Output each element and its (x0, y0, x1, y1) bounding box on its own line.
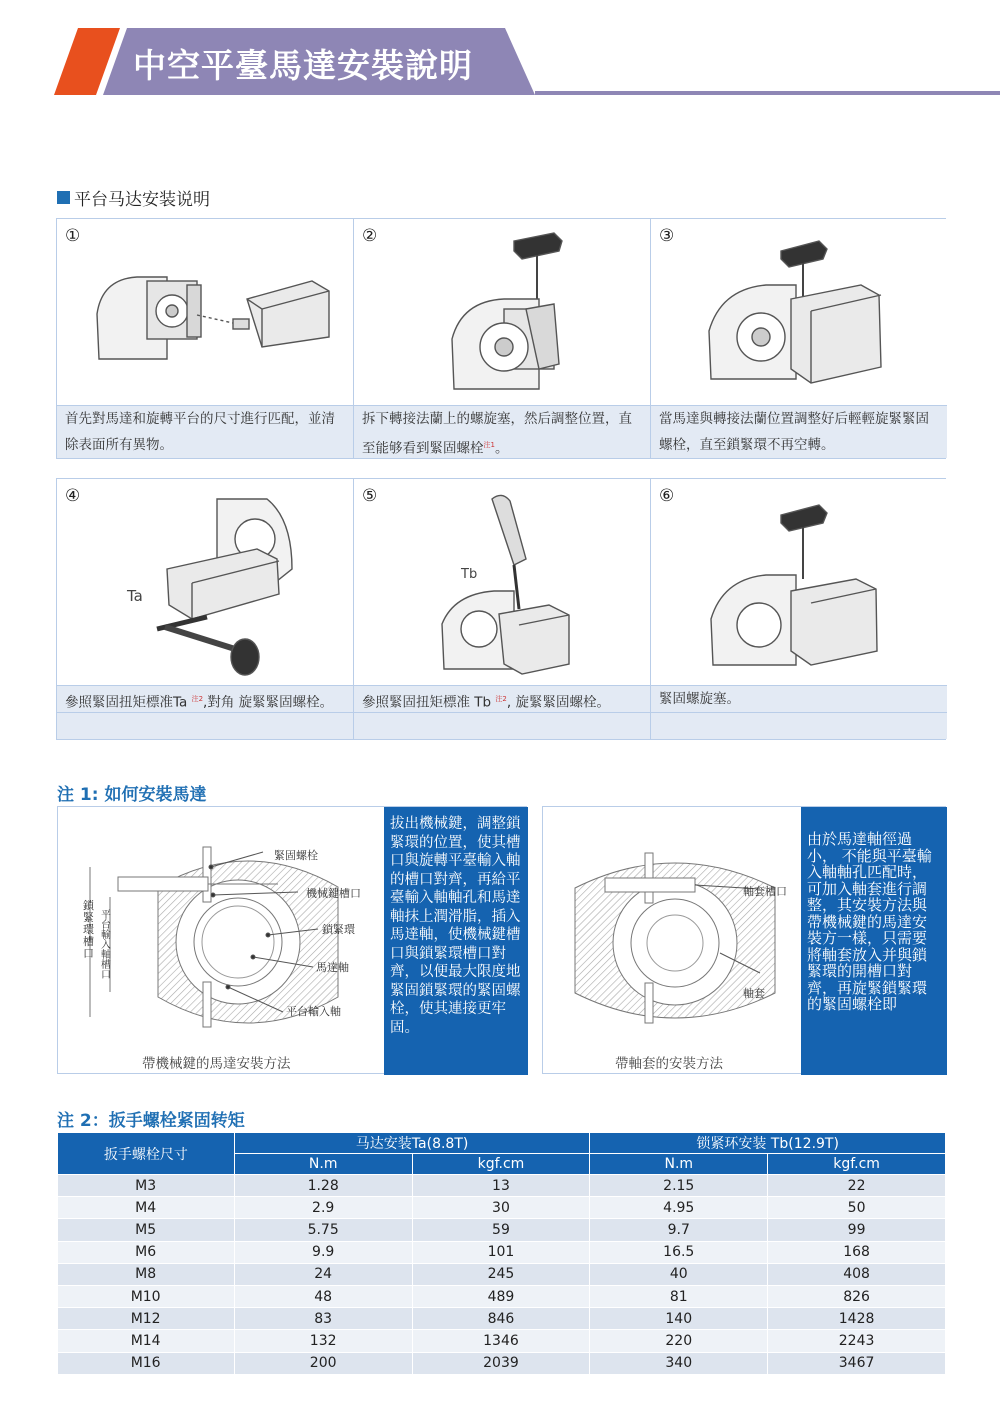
note-1-right-desc: 由於馬達軸徑過小， 不能與平臺輸入軸軸孔匹配時，可加入軸套進行調整，其安裝方法與帶機械鍵的馬達安裝方一樣，只需要將軸套放入并與鎖緊環的開槽口對齊，再旋緊鎖緊環的緊固螺栓即 (801, 807, 947, 1075)
steps-row-1 (56, 218, 946, 459)
step-2-text (354, 406, 650, 458)
step-number: ② (362, 226, 378, 246)
note-1-left-box (57, 806, 527, 1074)
note-1-right-caption: 帶軸套的安裝方法 (615, 1056, 723, 1072)
table-cell: 245 (412, 1263, 590, 1285)
table-cell: 408 (768, 1263, 946, 1285)
step-5-spacer (354, 712, 650, 739)
torque-table (57, 1132, 946, 1375)
table-cell: M8 (58, 1263, 235, 1285)
note-1-left-desc: 拔出機械鍵，調整鎖緊環的位置，使其槽口與旋轉平臺輸入軸的槽口對齊，再給平臺輸入軸軸孔和馬達軸抹上潤滑脂，插入馬達軸，使機械鍵槽口與鎖緊環槽口對齊，以便最大限度地緊固鎖緊環的緊固螺栓，使其連接更牢固。 (384, 807, 528, 1075)
table-cell: 4.95 (590, 1197, 768, 1219)
label-key-slot: 機械鍵槽口 (306, 887, 361, 900)
step-3-illustration (651, 219, 947, 406)
label-motor-shaft: 馬達軸 (316, 961, 349, 974)
header-unit-kgf: kgf.cm (412, 1154, 590, 1175)
step-6-illustration (651, 479, 947, 686)
table-cell: 1428 (768, 1308, 946, 1330)
step-6-text: 緊固螺旋塞。 (651, 686, 947, 712)
step-6 (651, 479, 947, 739)
table-cell: 200 (234, 1352, 412, 1374)
table-cell: 1346 (412, 1330, 590, 1352)
table-cell: M4 (58, 1197, 235, 1219)
note-1-heading: 注 1: 如何安裝馬達 (57, 785, 207, 805)
torque-table-body (58, 1175, 946, 1375)
keyed-shaft-diagram (78, 827, 408, 1057)
table-cell: 3467 (768, 1352, 946, 1374)
table-cell: 24 (234, 1263, 412, 1285)
table-cell: M6 (58, 1241, 235, 1263)
step-1-text: 首先對馬達和旋轉平台的尺寸進行匹配，並清除表面所有異物。 (57, 406, 353, 458)
step-4-spacer (57, 712, 353, 739)
table-cell: 1.28 (234, 1175, 412, 1197)
section-title (57, 185, 210, 210)
table-row (58, 1175, 946, 1197)
step-number: ⑥ (659, 486, 675, 506)
table-cell: 22 (768, 1175, 946, 1197)
table-cell: 826 (768, 1285, 946, 1307)
step-2-text-main: 拆下轉接法蘭上的螺旋塞，然后調整位置，直至能够看到緊固螺栓 (362, 411, 632, 457)
step-4-text-end: ,對角 旋緊緊固螺栓。 (203, 694, 334, 711)
table-cell: M10 (58, 1285, 235, 1307)
steps-row-2 (56, 478, 946, 740)
torque-wrench-tb-drawing (354, 479, 651, 686)
page-title: 中空平臺馬達安裝說明 (133, 46, 473, 85)
table-row (58, 1263, 946, 1285)
table-cell: 9.9 (234, 1241, 412, 1263)
tighten-bolt-drawing (651, 219, 947, 406)
section-marker (57, 191, 70, 204)
table-row (58, 1285, 946, 1307)
table-cell: 220 (590, 1330, 768, 1352)
step-number: ⑤ (362, 486, 378, 506)
label-fastening-bolt: 緊固螺栓 (274, 849, 318, 862)
table-cell: M5 (58, 1219, 235, 1241)
table-cell: 2039 (412, 1352, 590, 1374)
ta-label: Ta (127, 587, 143, 605)
table-cell: M3 (58, 1175, 235, 1197)
step-4-illustration (57, 479, 353, 686)
step-5-text-end: , 旋緊緊固螺栓。 (506, 694, 610, 711)
table-cell: 2.15 (590, 1175, 768, 1197)
note-2-heading: 注 2：扳手螺栓紧固转矩 (57, 1111, 245, 1131)
header-unit-nm: N.m (590, 1154, 768, 1175)
label-sleeve-slot: 軸套槽口 (743, 885, 787, 898)
label-platform-input-shaft: 平台輸入軸 (286, 1005, 341, 1018)
table-cell: 30 (412, 1197, 590, 1219)
table-cell: 48 (234, 1285, 412, 1307)
table-cell: 2.9 (234, 1197, 412, 1219)
section-title-text: 平台马达安装说明 (74, 190, 210, 210)
step-3 (651, 219, 947, 458)
table-cell: 13 (412, 1175, 590, 1197)
sleeve-shaft-diagram (565, 833, 805, 1053)
step-4-text-main: 參照緊固扭矩標准Ta (65, 694, 192, 711)
header-motor-install: 马达安装Ta(8.8T) (234, 1133, 590, 1154)
step-1-illustration (57, 219, 353, 406)
table-cell: 50 (768, 1197, 946, 1219)
step-5-illustration (354, 479, 650, 686)
table-cell: 2243 (768, 1330, 946, 1352)
header-bolt-size: 扳手螺栓尺寸 (58, 1133, 235, 1175)
table-cell: M12 (58, 1308, 235, 1330)
step-2-text-end: 。 (494, 440, 509, 457)
table-row (58, 1308, 946, 1330)
table-cell: 846 (412, 1308, 590, 1330)
step-5 (354, 479, 651, 739)
table-cell: 99 (768, 1219, 946, 1241)
label-locking-ring: 鎖緊環 (322, 923, 355, 936)
step-number: ③ (659, 226, 675, 246)
table-row (58, 1219, 946, 1241)
table-cell: 489 (412, 1285, 590, 1307)
step-5-text-main: 參照緊固扭矩標准 Tb (362, 694, 496, 711)
step-6-spacer (651, 712, 947, 739)
table-cell: 5.75 (234, 1219, 412, 1241)
tighten-plug-drawing (651, 479, 947, 686)
remove-plug-drawing (354, 219, 651, 406)
header-unit-nm: N.m (234, 1154, 412, 1175)
torque-wrench-ta-drawing (57, 479, 354, 686)
table-row (58, 1241, 946, 1263)
step-3-text: 當馬達與轉接法蘭位置調整好后輕輕旋緊緊固螺栓，直至鎖緊環不再空轉。 (651, 406, 947, 458)
table-cell: 340 (590, 1352, 768, 1374)
step-1 (57, 219, 354, 458)
step-number: ④ (65, 486, 81, 506)
table-cell: 59 (412, 1219, 590, 1241)
note-ref: 注2 (495, 695, 507, 703)
label-input-shaft-slot: 平台輸入軸槽口 (101, 910, 111, 981)
table-cell: 132 (234, 1330, 412, 1352)
table-cell: 81 (590, 1285, 768, 1307)
table-cell: 140 (590, 1308, 768, 1330)
label-sleeve: 軸套 (743, 987, 765, 1000)
note-ref: 注2 (191, 695, 204, 703)
table-cell: 9.7 (590, 1219, 768, 1241)
motor-and-platform-drawing (57, 219, 354, 406)
note-1-right-box (542, 806, 946, 1074)
note-ref: 注1 (483, 441, 495, 449)
step-2-illustration (354, 219, 650, 406)
table-cell: M16 (58, 1352, 235, 1374)
step-4-text (57, 686, 353, 712)
table-row (58, 1197, 946, 1219)
label-ring-slot: 鎖緊環槽口 (83, 899, 94, 960)
header-unit-kgf: kgf.cm (768, 1154, 946, 1175)
step-2 (354, 219, 651, 458)
step-4 (57, 479, 354, 739)
header-banner (0, 0, 1000, 100)
table-row (58, 1330, 946, 1352)
table-cell: 168 (768, 1241, 946, 1263)
table-cell: 40 (590, 1263, 768, 1285)
table-cell: 16.5 (590, 1241, 768, 1263)
table-cell: 101 (412, 1241, 590, 1263)
header-ring-install: 锁紧环安装 Tb(12.9T) (590, 1133, 946, 1154)
tb-label: Tb (461, 567, 478, 582)
note-1-left-caption: 帶機械鍵的馬達安裝方法 (142, 1056, 291, 1072)
table-row (58, 1352, 946, 1374)
table-cell: M14 (58, 1330, 235, 1352)
step-number: ① (65, 226, 81, 246)
step-5-text (354, 686, 650, 712)
table-cell: 83 (234, 1308, 412, 1330)
